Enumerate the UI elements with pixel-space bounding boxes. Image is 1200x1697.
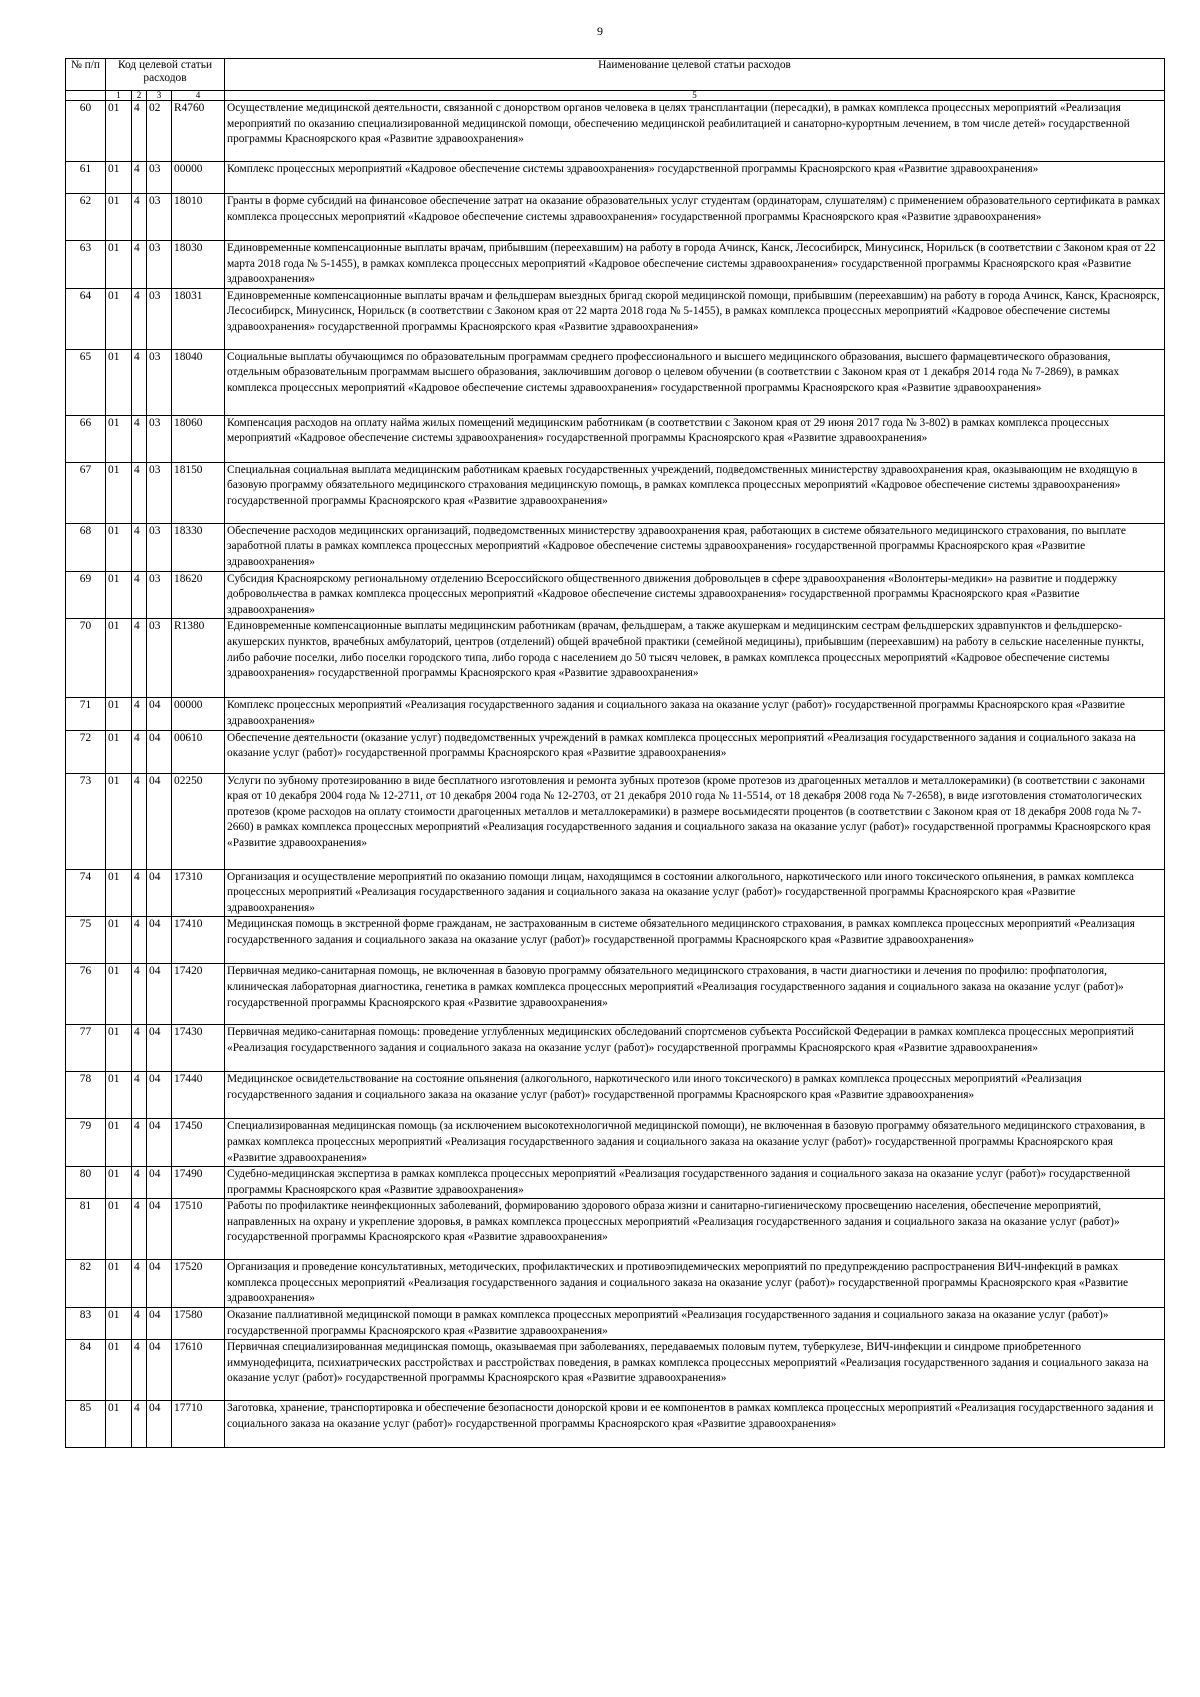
code-part-2: 4 xyxy=(132,1401,147,1448)
table-row xyxy=(66,462,1165,523)
row-number: 60 xyxy=(66,101,106,162)
code-part-1: 01 xyxy=(106,917,132,964)
code-part-2: 4 xyxy=(132,698,147,730)
row-number: 70 xyxy=(66,619,106,698)
code-part-3: 03 xyxy=(147,162,172,194)
expense-item-name: Компенсация расходов на оплату найма жилых помещений медицинским работникам (в соответствии с Законом края от 29 июня 2017 года № 3-802) в рамках комплекса процессных мероприятий «Кадровое обеспечение системы здравоохранения» государственной программы Красноярского края «Развитие здравоохранения» xyxy=(225,415,1165,462)
table-row xyxy=(66,571,1165,619)
code-part-3: 04 xyxy=(147,730,172,773)
code-part-3: 03 xyxy=(147,288,172,349)
code-part-4: 17450 xyxy=(172,1119,225,1167)
expense-item-name: Работы по профилактике неинфекционных заболеваний, формированию здорового образа жизни и санитарно-гигиеническому просвещению населения, обеспечение мероприятий, направленных на охрану и укрепление здоровья, в рамках комплекса процессных мероприятий «Реализация государственного задания и социального заказа на оказание услуг (работ)» государственной программы Красноярского края «Развитие здравоохранения» xyxy=(225,1199,1165,1260)
expense-item-name: Заготовка, хранение, транспортировка и обеспечение безопасности донорской крови и ее компонентов в рамках комплекса процессных мероприятий «Реализация государственного задания и социального заказа на оказание услуг (работ)» государственной программы Красноярского края «Развитие здравоохранения» xyxy=(225,1401,1165,1448)
code-part-2: 4 xyxy=(132,162,147,194)
code-part-3: 04 xyxy=(147,1119,172,1167)
code-part-2: 4 xyxy=(132,523,147,571)
code-part-4: R4760 xyxy=(172,101,225,162)
row-number: 74 xyxy=(66,869,106,917)
row-number: 67 xyxy=(66,462,106,523)
code-part-2: 4 xyxy=(132,1340,147,1401)
table-row xyxy=(66,288,1165,349)
code-part-4: R1380 xyxy=(172,619,225,698)
column-number: 4 xyxy=(172,91,225,101)
row-number: 78 xyxy=(66,1072,106,1119)
code-part-4: 17710 xyxy=(172,1401,225,1448)
code-part-1: 01 xyxy=(106,619,132,698)
expense-item-name: Первичная медико-санитарная помощь, не включенная в базовую программу обязательного медицинского страхования, в части диагностики и лечения по профилю: профпатология, клиническая лабораторная диагностика, генетика в рамках комплекса процессных мероприятий «Реализация государственного задания и социального заказа на оказание услуг (работ)» государственной программы Красноярского края «Развитие здравоохранения» xyxy=(225,964,1165,1025)
code-part-3: 04 xyxy=(147,1340,172,1401)
table-row xyxy=(66,1199,1165,1260)
column-number: 3 xyxy=(147,91,172,101)
code-part-2: 4 xyxy=(132,1025,147,1072)
code-part-4: 18150 xyxy=(172,462,225,523)
table-row xyxy=(66,869,1165,917)
code-part-1: 01 xyxy=(106,1340,132,1401)
code-part-1: 01 xyxy=(106,523,132,571)
row-number: 85 xyxy=(66,1401,106,1448)
code-part-3: 04 xyxy=(147,1167,172,1199)
expense-item-name: Специальная социальная выплата медицинским работникам краевых государственных учреждений, подведомственных министерству здравоохранения края, оказывающим не входящую в базовую программу обязательного медицинского страхования медицинскую помощь, в рамках комплекса процессных мероприятий «Кадровое обеспечение системы здравоохранения» государственной программы Красноярского края «Развитие здравоохранения» xyxy=(225,462,1165,523)
code-part-1: 01 xyxy=(106,964,132,1025)
code-part-4: 17580 xyxy=(172,1308,225,1340)
expense-item-name: Судебно-медицинская экспертиза в рамках комплекса процессных мероприятий «Реализация государственного задания и социального заказа на оказание услуг (работ)» государственной программы Красноярского края «Развитие здравоохранения» xyxy=(225,1167,1165,1199)
expense-item-name: Организация и осуществление мероприятий по оказанию помощи лицам, находящимся в состоянии алкогольного, наркотического или иного токсического опьянения, в рамках комплекса процессных мероприятий «Реализация государственного задания и социального заказа на оказание услуг (работ)» государственной программы Красноярского края «Развитие здравоохранения» xyxy=(225,869,1165,917)
table-row xyxy=(66,241,1165,289)
code-part-3: 04 xyxy=(147,1199,172,1260)
code-part-3: 03 xyxy=(147,349,172,415)
table-row xyxy=(66,619,1165,698)
expense-item-name: Гранты в форме субсидий на финансовое обеспечение затрат на оказание образовательных услуг студентам (ординаторам, слушателям) с применением образовательного сертификата в рамках комплекса процессных мероприятий «Кадровое обеспечение системы здравоохранения» государственной программы Красноярского края «Развитие здравоохранения» xyxy=(225,194,1165,241)
row-number: 81 xyxy=(66,1199,106,1260)
expense-item-name: Обеспечение расходов медицинских организаций, подведомственных министерству здравоохранения края, работающих в системе обязательного медицинского страхования, по выплате заработной платы в рамках комплекса процессных мероприятий «Кадровое обеспечение системы здравоохранения» государственной программы Красноярского края «Развитие здравоохранения» xyxy=(225,523,1165,571)
code-part-1: 01 xyxy=(106,1260,132,1308)
code-part-1: 01 xyxy=(106,1167,132,1199)
table-row xyxy=(66,917,1165,964)
code-part-3: 04 xyxy=(147,698,172,730)
code-part-3: 04 xyxy=(147,1072,172,1119)
code-part-4: 18330 xyxy=(172,523,225,571)
table-row xyxy=(66,730,1165,773)
expense-item-name: Услуги по зубному протезированию в виде бесплатного изготовления и ремонта зубных протезов (кроме протезов из драгоценных металлов и металлокерамики) (в соответствии с законами края от 10 декабря 2004 года № 12-2711, от 10 декабря 2004 года № 12-2703, от 21 декабря 2010 года № 11-5514, от 18 декабря 2008 года № 7-2658), в виде изготовления стоматологических протезов (кроме расходов на оплату стоимости драгоценных металлов и металлокерамики) в размере восьмидесяти процентов (в соответствии с Законом края от 18 декабря 2008 года № 7-2660) в рамках комплекса процессных мероприятий «Реализация государственного задания и социального заказа на оказание услуг (работ)» государственной программы Красноярского края «Развитие здравоохранения» xyxy=(225,773,1165,869)
table-row xyxy=(66,1072,1165,1119)
expense-item-name: Медицинское освидетельствование на состояние опьянения (алкогольного, наркотического или иного токсического) в рамках комплекса процессных мероприятий «Реализация государственного задания и социального заказа на оказание услуг (работ)» государственной программы Красноярского края «Развитие здравоохранения» xyxy=(225,1072,1165,1119)
row-number: 84 xyxy=(66,1340,106,1401)
code-part-4: 18040 xyxy=(172,349,225,415)
expense-item-name: Организация и проведение консультативных, методических, профилактических и противоэпидемических мероприятий по предупреждению распространения ВИЧ-инфекций в рамках комплекса процессных мероприятий «Реализация государственного задания и социального заказа на оказание услуг (работ)» государственной программы Красноярского края «Развитие здравоохранения» xyxy=(225,1260,1165,1308)
code-part-3: 04 xyxy=(147,964,172,1025)
expense-item-name: Специализированная медицинская помощь (за исключением высокотехнологичной медицинской помощи), не включенная в базовую программу обязательного медицинского страхования, в рамках комплекса процессных мероприятий «Реализация государственного задания и социального заказа на оказание услуг (работ)» государственной программы Красноярского края «Развитие здравоохранения» xyxy=(225,1119,1165,1167)
code-part-2: 4 xyxy=(132,241,147,289)
code-part-4: 18620 xyxy=(172,571,225,619)
row-number: 69 xyxy=(66,571,106,619)
code-part-2: 4 xyxy=(132,917,147,964)
code-part-2: 4 xyxy=(132,194,147,241)
expense-item-name: Социальные выплаты обучающимся по образовательным программам среднего профессионального и высшего медицинского образования, высшего фармацевтического образования, отдельным образовательным программам высшего образования, заключившим договор о целевом обучении (в соответствии с Законом края от 1 декабря 2014 года № 7-2869), в рамках комплекса процессных мероприятий «Кадровое обеспечение системы здравоохранения» государственной программы Красноярского края «Развитие здравоохранения» xyxy=(225,349,1165,415)
row-number: 79 xyxy=(66,1119,106,1167)
column-number: 5 xyxy=(225,91,1165,101)
code-part-2: 4 xyxy=(132,101,147,162)
code-part-3: 03 xyxy=(147,194,172,241)
code-part-1: 01 xyxy=(106,194,132,241)
row-number: 65 xyxy=(66,349,106,415)
code-part-1: 01 xyxy=(106,698,132,730)
expense-item-name: Осуществление медицинской деятельности, связанной с донорством органов человека в целях трансплантации (пересадки), в рамках комплекса процессных мероприятий «Реализация мероприятий по оказанию специализированной медицинской помощи, обеспечению медицинской реабилитацией и санаторно-курортным лечением, в том числе детей» государственной программы Красноярского края «Развитие здравоохранения» xyxy=(225,101,1165,162)
code-part-4: 17420 xyxy=(172,964,225,1025)
code-part-1: 01 xyxy=(106,462,132,523)
code-part-2: 4 xyxy=(132,415,147,462)
code-part-2: 4 xyxy=(132,1072,147,1119)
expense-item-name: Обеспечение деятельности (оказание услуг) подведомственных учреждений в рамках комплекса процессных мероприятий «Реализация государственного задания и социального заказа на оказание услуг (работ)» государственной программы Красноярского края «Развитие здравоохранения» xyxy=(225,730,1165,773)
table-row xyxy=(66,1401,1165,1448)
code-part-1: 01 xyxy=(106,349,132,415)
code-part-3: 04 xyxy=(147,917,172,964)
expense-item-name: Комплекс процессных мероприятий «Кадровое обеспечение системы здравоохранения» государственной программы Красноярского края «Развитие здравоохранения» xyxy=(225,162,1165,194)
code-part-4: 18030 xyxy=(172,241,225,289)
table-row xyxy=(66,101,1165,162)
column-number: 1 xyxy=(106,91,132,101)
code-part-2: 4 xyxy=(132,869,147,917)
row-number: 62 xyxy=(66,194,106,241)
column-numbers-row xyxy=(66,91,1165,101)
code-part-3: 02 xyxy=(147,101,172,162)
code-part-4: 00000 xyxy=(172,698,225,730)
code-part-4: 17510 xyxy=(172,1199,225,1260)
table-row xyxy=(66,1167,1165,1199)
code-part-3: 03 xyxy=(147,415,172,462)
code-part-4: 17310 xyxy=(172,869,225,917)
expense-item-name: Первичная специализированная медицинская помощь, оказываемая при заболеваниях, передаваемых половым путем, туберкулезе, ВИЧ-инфекции и синдроме приобретенного иммунодефицита, психиатрических расстройствах и расстройствах поведения, в рамках комплекса процессных мероприятий «Реализация государственного задания и социального заказа на оказание услуг (работ)» государственной программы Красноярского края «Развитие здравоохранения» xyxy=(225,1340,1165,1401)
code-part-4: 00610 xyxy=(172,730,225,773)
code-part-3: 03 xyxy=(147,523,172,571)
code-part-2: 4 xyxy=(132,571,147,619)
code-part-2: 4 xyxy=(132,1119,147,1167)
code-part-2: 4 xyxy=(132,288,147,349)
table-row xyxy=(66,964,1165,1025)
code-part-2: 4 xyxy=(132,1260,147,1308)
code-part-1: 01 xyxy=(106,1199,132,1260)
code-part-1: 01 xyxy=(106,730,132,773)
expense-item-name: Единовременные компенсационные выплаты врачам и фельдшерам выездных бригад скорой медицинской помощи, прибывшим (переехавшим) на работу в города Ачинск, Канск, Красноярск, Лесосибирск, Минусинск, Норильск (в соответствии с Законом края от 22 марта 2018 года № 5-1455), в рамках комплекса процессных мероприятий «Кадровое обеспечение системы здравоохранения» государственной программы Красноярского края «Развитие здравоохранения» xyxy=(225,288,1165,349)
header-name: Наименование целевой статьи расходов xyxy=(225,59,1165,91)
code-part-3: 03 xyxy=(147,462,172,523)
code-part-1: 01 xyxy=(106,241,132,289)
expense-item-name: Медицинская помощь в экстренной форме гражданам, не застрахованным в системе обязательного медицинского страхования, в рамках комплекса процессных мероприятий «Реализация государственного задания и социального заказа на оказание услуг (работ)» государственной программы Красноярского края «Развитие здравоохранения» xyxy=(225,917,1165,964)
code-part-2: 4 xyxy=(132,349,147,415)
code-part-1: 01 xyxy=(106,571,132,619)
table-row xyxy=(66,1308,1165,1340)
table-row xyxy=(66,1260,1165,1308)
row-number: 82 xyxy=(66,1260,106,1308)
row-number: 80 xyxy=(66,1167,106,1199)
code-part-2: 4 xyxy=(132,773,147,869)
code-part-3: 03 xyxy=(147,619,172,698)
row-number: 77 xyxy=(66,1025,106,1072)
code-part-4: 18060 xyxy=(172,415,225,462)
code-part-4: 17430 xyxy=(172,1025,225,1072)
code-part-4: 17410 xyxy=(172,917,225,964)
row-number: 63 xyxy=(66,241,106,289)
code-part-2: 4 xyxy=(132,1167,147,1199)
table-row xyxy=(66,349,1165,415)
row-number: 75 xyxy=(66,917,106,964)
code-part-3: 03 xyxy=(147,571,172,619)
code-part-1: 01 xyxy=(106,1025,132,1072)
row-number: 76 xyxy=(66,964,106,1025)
code-part-4: 17610 xyxy=(172,1340,225,1401)
row-number: 83 xyxy=(66,1308,106,1340)
code-part-3: 03 xyxy=(147,241,172,289)
expense-item-name: Субсидия Красноярскому региональному отделению Всероссийского общественного движения добровольцев в сфере здравоохранения «Волонтеры-медики» на развитие и поддержку добровольчества в рамках комплекса процессных мероприятий «Кадровое обеспечение системы здравоохранения» государственной программы Красноярского края «Развитие здравоохранения» xyxy=(225,571,1165,619)
code-part-1: 01 xyxy=(106,1119,132,1167)
code-part-2: 4 xyxy=(132,619,147,698)
expense-item-name: Комплекс процессных мероприятий «Реализация государственного задания и социального заказа на оказание услуг (работ)» государственной программы Красноярского края «Развитие здравоохранения» xyxy=(225,698,1165,730)
target-expense-table xyxy=(65,58,1165,1448)
expense-item-name: Единовременные компенсационные выплаты врачам, прибывшим (переехавшим) на работу в города Ачинск, Канск, Лесосибирск, Минусинск, Норильск (в соответствии с Законом края от 22 марта 2018 года № 5-1455), в рамках комплекса процессных мероприятий «Кадровое обеспечение системы здравоохранения» государственной программы Красноярского края «Развитие здравоохранения» xyxy=(225,241,1165,289)
code-part-2: 4 xyxy=(132,1199,147,1260)
row-number: 66 xyxy=(66,415,106,462)
code-part-1: 01 xyxy=(106,1308,132,1340)
table-row xyxy=(66,162,1165,194)
code-part-4: 02250 xyxy=(172,773,225,869)
column-number: 2 xyxy=(132,91,147,101)
table-row xyxy=(66,415,1165,462)
row-number: 72 xyxy=(66,730,106,773)
table-row xyxy=(66,1340,1165,1401)
code-part-3: 04 xyxy=(147,773,172,869)
code-part-2: 4 xyxy=(132,462,147,523)
table-row xyxy=(66,523,1165,571)
code-part-1: 01 xyxy=(106,773,132,869)
code-part-1: 01 xyxy=(106,288,132,349)
code-part-2: 4 xyxy=(132,964,147,1025)
row-number: 71 xyxy=(66,698,106,730)
table-row xyxy=(66,1025,1165,1072)
code-part-3: 04 xyxy=(147,1308,172,1340)
code-part-2: 4 xyxy=(132,1308,147,1340)
table-row xyxy=(66,773,1165,869)
code-part-1: 01 xyxy=(106,162,132,194)
code-part-1: 01 xyxy=(106,869,132,917)
code-part-4: 17520 xyxy=(172,1260,225,1308)
table-row xyxy=(66,194,1165,241)
table-row xyxy=(66,698,1165,730)
code-part-4: 18010 xyxy=(172,194,225,241)
code-part-1: 01 xyxy=(106,101,132,162)
code-part-1: 01 xyxy=(106,1401,132,1448)
code-part-4: 17490 xyxy=(172,1167,225,1199)
code-part-3: 04 xyxy=(147,1401,172,1448)
code-part-4: 00000 xyxy=(172,162,225,194)
code-part-4: 17440 xyxy=(172,1072,225,1119)
code-part-1: 01 xyxy=(106,1072,132,1119)
code-part-3: 04 xyxy=(147,1025,172,1072)
header-number: № п/п xyxy=(66,59,106,91)
row-number: 73 xyxy=(66,773,106,869)
header-code: Код целевой статьи расходов xyxy=(106,59,225,91)
expense-item-name: Единовременные компенсационные выплаты медицинским работникам (врачам, фельдшерам, а также акушеркам и медицинским сестрам фельдшерских здравпунктов и фельдшерско-акушерских пунктов, врачебных амбулаторий, центров (отделений) общей врачебной практики (семейной медицины), прибывшим (переехавшим) на работу в сельские населенные пункты, либо рабочие поселки, либо поселки городского типа, либо города с населением до 50 тысяч человек, в рамках комплекса процессных мероприятий «Кадровое обеспечение системы здравоохранения» государственной программы Красноярского края «Развитие здравоохранения» xyxy=(225,619,1165,698)
page-number: 9 xyxy=(597,24,603,38)
row-number: 64 xyxy=(66,288,106,349)
code-part-1: 01 xyxy=(106,415,132,462)
column-number-empty xyxy=(66,91,106,101)
table-row xyxy=(66,1119,1165,1167)
code-part-2: 4 xyxy=(132,730,147,773)
expense-item-name: Оказание паллиативной медицинской помощи в рамках комплекса процессных мероприятий «Реализация государственного задания и социального заказа на оказание услуг (работ)» государственной программы Красноярского края «Развитие здравоохранения» xyxy=(225,1308,1165,1340)
row-number: 61 xyxy=(66,162,106,194)
code-part-4: 18031 xyxy=(172,288,225,349)
expense-item-name: Первичная медико-санитарная помощь: проведение углубленных медицинских обследований спортсменов субъекта Российской Федерации в рамках комплекса процессных мероприятий «Реализация государственного задания и социального заказа на оказание услуг (работ)» государственной программы Красноярского края «Развитие здравоохранения» xyxy=(225,1025,1165,1072)
row-number: 68 xyxy=(66,523,106,571)
code-part-3: 04 xyxy=(147,1260,172,1308)
code-part-3: 04 xyxy=(147,869,172,917)
